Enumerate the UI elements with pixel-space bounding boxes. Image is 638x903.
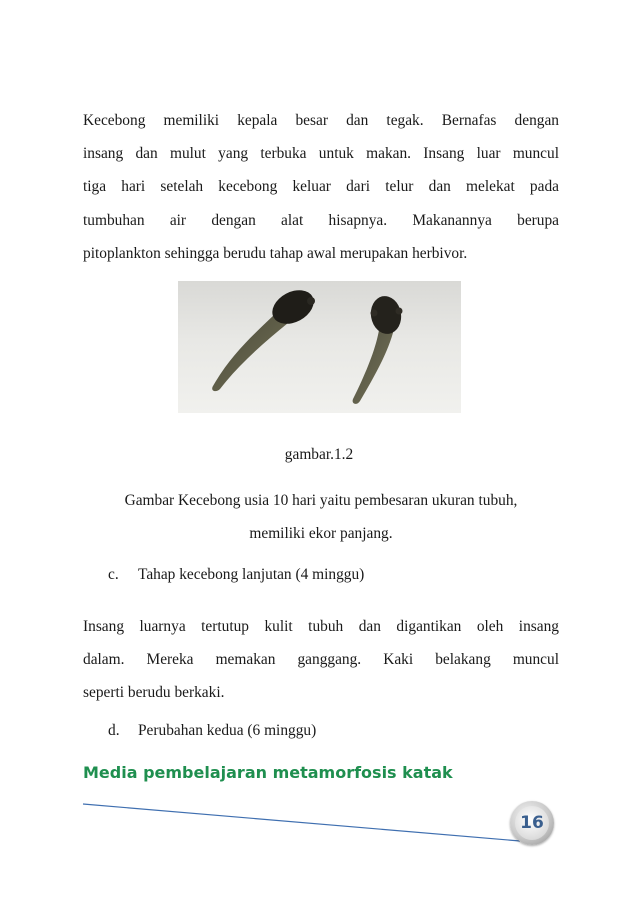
paragraph-line: tumbuhan air dengan alat hisapnya. Makanannya berupa — [83, 211, 559, 229]
page-number-badge — [510, 801, 554, 845]
list-item-d — [108, 722, 316, 740]
figure-caption — [83, 484, 559, 550]
list-marker: c. — [108, 566, 119, 583]
paragraph-line: Kecebong memiliki kepala besar dan tegak. Bernafas dengan — [83, 112, 559, 129]
paragraph-line: seperti berudu berkaki. — [83, 684, 225, 702]
paragraph-line: pitoplankton sehingga berudu tahap awal merupakan herbivor. — [83, 244, 468, 262]
list-marker: d. — [108, 722, 120, 739]
paragraph-line: Insang luarnya tertutup kulit tubuh dan digantikan oleh insang — [83, 618, 559, 635]
paragraph-insang-description — [83, 610, 559, 710]
paragraph-line: dalam. Mereka memakan ganggang. Kaki belakang muncul — [83, 651, 559, 669]
figure-caption-line: Gambar Kecebong usia 10 hari yaitu pembesaran ukuran tubuh, — [124, 492, 518, 509]
paragraph-line: tiga hari setelah kecebong keluar dari telur dan melekat pada — [83, 178, 559, 196]
tadpole-left — [212, 283, 319, 391]
page-number: 16 — [515, 806, 549, 840]
list-item-text: Perubahan kedua (6 minggu) — [138, 722, 317, 739]
paragraph-line: insang dan mulut yang terbuka untuk makan. Insang luar muncul — [83, 145, 559, 163]
tadpole-illustration — [178, 281, 461, 413]
list-item-c — [108, 566, 364, 584]
figure-number: gambar.1.2 — [284, 446, 354, 463]
paragraph-kecebong-description — [83, 104, 559, 270]
figure-caption-line: memiliki ekor panjang. — [249, 525, 393, 542]
list-item-text: Tahap kecebong lanjutan (4 minggu) — [138, 566, 365, 583]
tadpole-photo — [178, 281, 461, 413]
footer-title: Media pembelajaran metamorfosis katak — [83, 763, 453, 782]
tadpole-right — [353, 294, 404, 404]
